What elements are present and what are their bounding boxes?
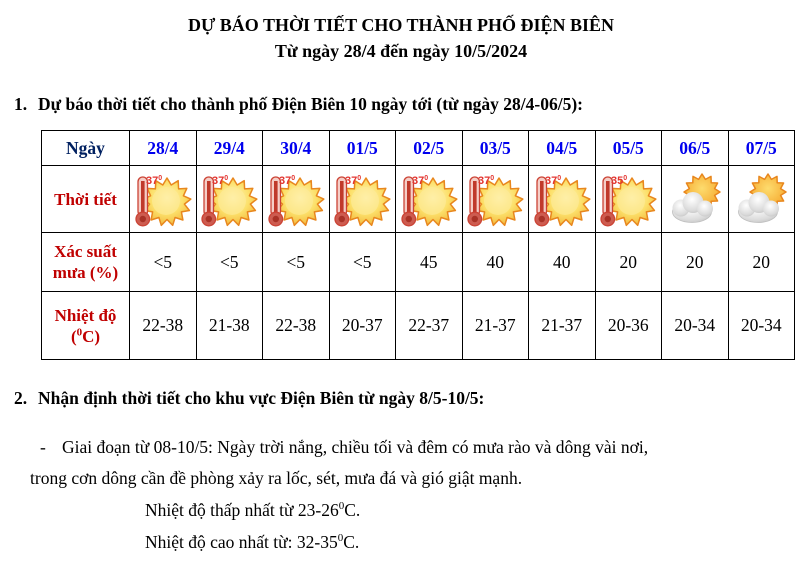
section-1-heading <box>14 94 794 115</box>
sun-behind-cloud-icon <box>731 171 791 229</box>
temperature-range-cell: 20-36 <box>595 292 662 360</box>
rain-probability-cell: 45 <box>396 233 463 292</box>
paragraph-line-1: - Giai đoạn từ 08-10/5: Ngày trời nắng, chiều tối và đêm có mưa rào và dông vài nơi, <box>30 432 792 463</box>
bullet-dash: - <box>40 437 46 457</box>
weather-icon-cell <box>329 166 396 233</box>
section-2-heading <box>14 388 794 409</box>
date-cell: 29/4 <box>196 131 263 166</box>
forecast-table <box>41 130 795 360</box>
rain-probability-cell: <5 <box>329 233 396 292</box>
temperature-range-cell: 22-38 <box>263 292 330 360</box>
weather-icon-cell <box>396 166 463 233</box>
min-temperature-line: Nhiệt độ thấp nhất từ $23-26^0C$. <box>145 500 361 520</box>
weather-row <box>42 166 795 233</box>
date-cell: 01/5 <box>329 131 396 166</box>
svg-text:370: $37^0$ <box>145 175 162 187</box>
rain-probability-cell: <5 <box>196 233 263 292</box>
date-cell: 04/5 <box>529 131 596 166</box>
temperature-row <box>42 292 795 360</box>
weather-icon-cell <box>462 166 529 233</box>
row-label-rain: Xác suất mưa (%) <box>42 233 130 292</box>
section-1-heading-text: Dự báo thời tiết cho thành phố Điện Biên 10 ngày tới (từ ngày 28/4-06/5): <box>38 94 584 114</box>
degree-superscript: 0 <box>338 500 345 513</box>
section-2-paragraph <box>30 432 792 494</box>
date-cell: 07/5 <box>728 131 795 166</box>
rain-probability-cell: <5 <box>130 233 197 292</box>
weather-icon-cell <box>595 166 662 233</box>
max-temperature-line: Nhiệt độ cao nhất từ: $32-35^0C$. <box>145 532 360 552</box>
temperature-range-cell: 21-38 <box>196 292 263 360</box>
weather-icon-cell <box>662 166 729 233</box>
rain-probability-cell: 20 <box>595 233 662 292</box>
sun-with-thermometer-icon <box>598 171 658 229</box>
title-line-1: DỰ BÁO THỜI TIẾT CHO THÀNH PHỐ ĐIỆN BIÊN <box>187 15 615 35</box>
sun-with-thermometer-icon <box>199 171 259 229</box>
svg-text:370: $37^0$ <box>411 175 428 187</box>
sun-with-thermometer-icon <box>266 171 326 229</box>
temperature-range-cell: 22-37 <box>396 292 463 360</box>
sun-with-thermometer-icon <box>133 171 193 229</box>
section-2-heading-text: Nhận định thời tiết cho khu vực Điện Biên từ ngày 8/5-10/5: <box>38 388 485 408</box>
weather-icon-cell <box>263 166 330 233</box>
svg-text:370: $37^0$ <box>278 175 295 187</box>
svg-text:370: $37^0$ <box>544 175 561 187</box>
sun-with-thermometer-icon <box>532 171 592 229</box>
row-label-temperature <box>42 292 130 360</box>
temperature-range-cell: 22-38 <box>130 292 197 360</box>
sun-with-thermometer-icon <box>465 171 525 229</box>
temperature-range-cell: 21-37 <box>529 292 596 360</box>
temperature-label-unit: ($^0$C) <box>70 325 101 346</box>
rain-probability-cell: 20 <box>662 233 729 292</box>
sun-with-thermometer-icon <box>399 171 459 229</box>
temperature-range-cell: 21-37 <box>462 292 529 360</box>
svg-text:350: $35^0$ <box>611 175 628 187</box>
section-1-number: 1. <box>14 94 28 114</box>
rain-probability-cell: 40 <box>462 233 529 292</box>
temperature-range-cell: 20-34 <box>662 292 729 360</box>
row-label-weather: Thời tiết <box>42 166 130 233</box>
date-cell: 30/4 <box>263 131 330 166</box>
degree-superscript: 0 <box>337 532 344 545</box>
svg-text:370: $37^0$ <box>345 175 362 187</box>
paragraph-line-2: trong cơn dông cần đề phòng xảy ra lốc, sét, mưa đá và gió giật mạnh. <box>30 468 523 488</box>
weather-icon-cell <box>529 166 596 233</box>
sun-behind-cloud-icon <box>665 171 725 229</box>
sun-with-thermometer-icon <box>332 171 392 229</box>
svg-text:370: $37^0$ <box>478 175 495 187</box>
weather-icon-cell <box>130 166 197 233</box>
temperature-label-name: Nhiệt độ <box>54 305 117 325</box>
weather-icon-cell <box>728 166 795 233</box>
svg-text:370: $37^0$ <box>212 175 229 187</box>
date-cell: 02/5 <box>396 131 463 166</box>
dates-row <box>42 131 795 166</box>
date-cell: 03/5 <box>462 131 529 166</box>
temperature-range-cell: 20-37 <box>329 292 396 360</box>
row-label-date: Ngày <box>42 131 130 166</box>
weather-icon-cell <box>196 166 263 233</box>
date-cell: 06/5 <box>662 131 729 166</box>
title-line-2: Từ ngày 28/4 đến ngày 10/5/2024 <box>274 41 528 61</box>
date-cell: 05/5 <box>595 131 662 166</box>
rain-probability-cell: 20 <box>728 233 795 292</box>
section-2-number: 2. <box>14 388 28 408</box>
rain-probability-cell: <5 <box>263 233 330 292</box>
temperature-range-cell: 20-34 <box>728 292 795 360</box>
degree-superscript: 0 <box>76 325 83 338</box>
rain-probability-row <box>42 233 795 292</box>
rain-probability-cell: 40 <box>529 233 596 292</box>
document-title <box>0 12 802 64</box>
date-cell: 28/4 <box>130 131 197 166</box>
